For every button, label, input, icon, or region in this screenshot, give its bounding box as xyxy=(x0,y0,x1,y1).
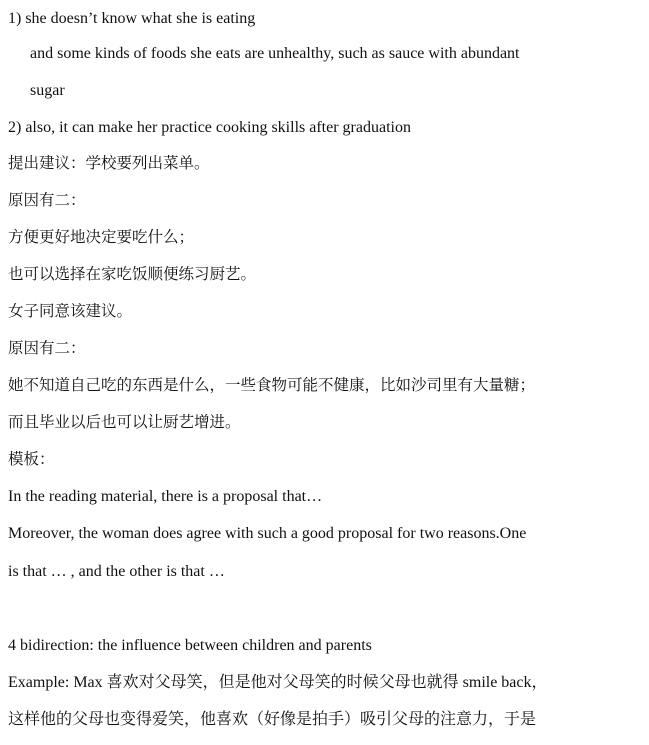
text-line-4: 2) also, it can make her practice cooking skills after graduation xyxy=(8,119,411,136)
text-line-5: 提出建议：学校要列出菜单。 xyxy=(8,154,210,172)
text-line-8: 也可以选择在家吃饭顺便练习厨艺。 xyxy=(8,265,257,283)
text-line-1: 1) she doesn’t know what she is eating xyxy=(8,10,256,27)
text-line-11: 她不知道自己吃的东西是什么，一些食物可能不健康，比如沙司里有大量糖； xyxy=(8,376,536,394)
text-line-2: and some kinds of foods she eats are unhealthy, such as sauce with abundant xyxy=(30,45,520,62)
text-line-14: In the reading material, there is a proposal that… xyxy=(8,488,323,505)
text-line-3: sugar xyxy=(30,82,65,99)
text-line-6: 原因有二： xyxy=(8,191,86,209)
text-line-15: Moreover, the woman does agree with such a good proposal for two reasons.One xyxy=(8,525,527,542)
text-line-17: 4 bidirection: the influence between children and parents xyxy=(8,637,372,654)
text-line-19: 这样他的父母也变得爱笑，他喜欢（好像是拍手）吸引父母的注意力，于是 xyxy=(8,711,537,728)
text-line-9: 女子同意该建议。 xyxy=(8,302,133,320)
text-line-12: 而且毕业以后也可以让厨艺增进。 xyxy=(8,413,241,431)
text-line-16: is that … , and the other is that … xyxy=(8,563,225,580)
text-line-7: 方便更好地决定要吃什么； xyxy=(8,228,195,246)
text-line-13: 模板： xyxy=(8,450,55,468)
text-line-18: Example: Max 喜欢对父母笑，但是他对父母笑的时候父母也就得 smile back， xyxy=(8,674,548,691)
text-line-10: 原因有二： xyxy=(8,339,86,357)
